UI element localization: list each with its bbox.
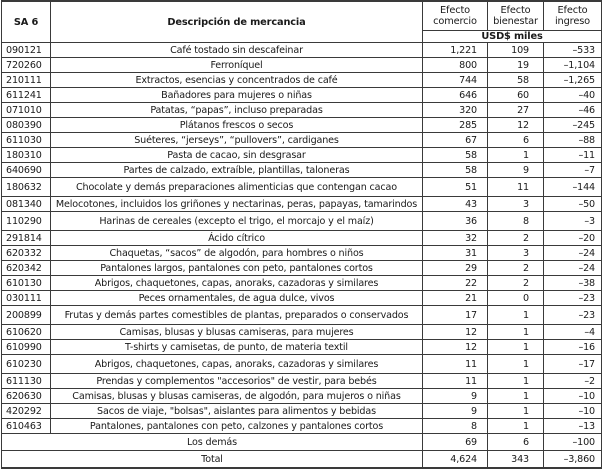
table-row xyxy=(2,212,602,231)
welfare-effect-cell: 2 xyxy=(488,261,544,276)
description-cell: Pantalones, pantalones con peto, calzones y pantalones cortos xyxy=(51,419,423,434)
welfare-effect-cell: 3 xyxy=(488,197,544,212)
table-row xyxy=(2,404,602,419)
welfare-effect-cell: 11 xyxy=(488,178,544,197)
welfare-effect-cell: 12 xyxy=(488,118,544,133)
description-cell: Chocolate y demás preparaciones alimenticias que contengan cacao xyxy=(51,178,423,197)
table-row xyxy=(2,58,602,73)
description-cell: Camisas, blusas y blusas camiseras, para mujeres xyxy=(51,325,423,340)
total-label: Total xyxy=(2,451,423,469)
description-cell: Sacos de viaje, "bolsas", aislantes para alimentos y bebidas xyxy=(51,404,423,419)
income-effect-cell: –245 xyxy=(544,118,602,133)
welfare-effect-cell: 6 xyxy=(488,133,544,148)
description-cell: Prendas y complementos "accesorios" de vestir, para bebés xyxy=(51,374,423,389)
trade-effect-cell: 744 xyxy=(423,73,488,88)
income-effect-cell: –11 xyxy=(544,148,602,163)
trade-effect-cell: 646 xyxy=(423,88,488,103)
table-row xyxy=(2,118,602,133)
welfare-effect-cell: 1 xyxy=(488,355,544,374)
welfare-effect-cell: 1 xyxy=(488,404,544,419)
description-cell: T-shirts y camisetas, de punto, de materia textil xyxy=(51,340,423,355)
hs-code-cell: 030111 xyxy=(2,291,51,306)
description-cell: Ferroníquel xyxy=(51,58,423,73)
others-row xyxy=(2,434,602,451)
description-cell: Camisas, blusas y blusas camiseras, de algodón, para mujeros o niñas xyxy=(51,389,423,404)
hs-code-cell: 610990 xyxy=(2,340,51,355)
trade-effect-cell: 67 xyxy=(423,133,488,148)
income-effect-cell: –144 xyxy=(544,178,602,197)
table-row xyxy=(2,340,602,355)
welfare-effect-cell: 58 xyxy=(488,73,544,88)
description-cell: Peces ornamentales, de agua dulce, vivos xyxy=(51,291,423,306)
table-row xyxy=(2,389,602,404)
welfare-effect-cell: 1 xyxy=(488,419,544,434)
table-row xyxy=(2,103,602,118)
description-cell: Pasta de cacao, sin desgrasar xyxy=(51,148,423,163)
welfare-effect-cell: 19 xyxy=(488,58,544,73)
table-row xyxy=(2,43,602,58)
trade-effect-cell: 9 xyxy=(423,389,488,404)
income-effect-cell: –13 xyxy=(544,419,602,434)
trade-effect-cell: 1,221 xyxy=(423,43,488,58)
hs-code-cell: 080390 xyxy=(2,118,51,133)
header-description: Descripción de mercancia xyxy=(51,1,423,43)
trade-effect-cell: 11 xyxy=(423,374,488,389)
trade-effect-cell: 800 xyxy=(423,58,488,73)
trade-effect-cell: 22 xyxy=(423,276,488,291)
trade-effect-cell: 12 xyxy=(423,325,488,340)
welfare-effect-cell: 8 xyxy=(488,212,544,231)
hs-code-cell: 110290 xyxy=(2,212,51,231)
others-welfare: 6 xyxy=(488,434,544,451)
trade-effect-cell: 11 xyxy=(423,355,488,374)
income-effect-cell: –23 xyxy=(544,306,602,325)
income-effect-cell: –88 xyxy=(544,133,602,148)
table-row xyxy=(2,197,602,212)
trade-effect-cell: 17 xyxy=(423,306,488,325)
description-cell: Partes de calzado, extraíble, plantillas, taloneras xyxy=(51,163,423,178)
income-effect-cell: –1,104 xyxy=(544,58,602,73)
total-trade: 4,624 xyxy=(423,451,488,469)
description-cell: Abrigos, chaquetones, capas, anoraks, cazadoras y similares xyxy=(51,276,423,291)
income-effect-cell: –20 xyxy=(544,231,602,246)
income-effect-cell: –4 xyxy=(544,325,602,340)
description-cell: Suéteres, “jerseys”, “pullovers”, cardiganes xyxy=(51,133,423,148)
description-cell: Melocotones, incluidos los griñones y nectarinas, peras, papayas, tamarindos xyxy=(51,197,423,212)
welfare-effect-cell: 9 xyxy=(488,163,544,178)
header-trade-effect: Efecto comercio xyxy=(423,1,488,31)
description-cell: Ácido cítrico xyxy=(51,231,423,246)
hs-code-cell: 720260 xyxy=(2,58,51,73)
table-row xyxy=(2,419,602,434)
welfare-effect-cell: 1 xyxy=(488,340,544,355)
table-row xyxy=(2,246,602,261)
others-label: Los demás xyxy=(2,434,423,451)
total-row xyxy=(2,451,602,469)
header-unit: USD$ miles xyxy=(423,31,602,43)
income-effect-cell: –10 xyxy=(544,404,602,419)
income-effect-cell: –1,265 xyxy=(544,73,602,88)
table-row xyxy=(2,148,602,163)
income-effect-cell: –2 xyxy=(544,374,602,389)
total-income: –3,860 xyxy=(544,451,602,469)
trade-effect-cell: 21 xyxy=(423,291,488,306)
others-income: –100 xyxy=(544,434,602,451)
trade-effects-table xyxy=(1,0,602,469)
welfare-effect-cell: 1 xyxy=(488,374,544,389)
header-income-effect: Efecto ingreso xyxy=(544,1,602,31)
trade-effect-cell: 58 xyxy=(423,148,488,163)
income-effect-cell: –38 xyxy=(544,276,602,291)
hs-code-cell: 420292 xyxy=(2,404,51,419)
welfare-effect-cell: 2 xyxy=(488,276,544,291)
welfare-effect-cell: 0 xyxy=(488,291,544,306)
description-cell: Patatas, “papas”, incluso preparadas xyxy=(51,103,423,118)
income-effect-cell: –24 xyxy=(544,246,602,261)
trade-effect-cell: 320 xyxy=(423,103,488,118)
description-cell: Pantalones largos, pantalones con peto, pantalones cortos xyxy=(51,261,423,276)
hs-code-cell: 610463 xyxy=(2,419,51,434)
welfare-effect-cell: 1 xyxy=(488,148,544,163)
income-effect-cell: –46 xyxy=(544,103,602,118)
table-row xyxy=(2,306,602,325)
welfare-effect-cell: 109 xyxy=(488,43,544,58)
hs-code-cell: 210111 xyxy=(2,73,51,88)
hs-code-cell: 081340 xyxy=(2,197,51,212)
hs-code-cell: 620342 xyxy=(2,261,51,276)
welfare-effect-cell: 60 xyxy=(488,88,544,103)
table-body xyxy=(2,43,602,434)
table-row xyxy=(2,276,602,291)
welfare-effect-cell: 3 xyxy=(488,246,544,261)
description-cell: Abrigos, chaquetones, capas, anoraks, cazadoras y similares xyxy=(51,355,423,374)
trade-effect-cell: 285 xyxy=(423,118,488,133)
hs-code-cell: 620332 xyxy=(2,246,51,261)
welfare-effect-cell: 1 xyxy=(488,325,544,340)
table-row xyxy=(2,163,602,178)
welfare-effect-cell: 27 xyxy=(488,103,544,118)
income-effect-cell: –50 xyxy=(544,197,602,212)
trade-effect-cell: 9 xyxy=(423,404,488,419)
income-effect-cell: –7 xyxy=(544,163,602,178)
hs-code-cell: 180310 xyxy=(2,148,51,163)
description-cell: Chaquetas, “sacos” de algodón, para hombres o niños xyxy=(51,246,423,261)
hs-code-cell: 611241 xyxy=(2,88,51,103)
header-code: SA 6 xyxy=(2,1,51,43)
hs-code-cell: 611030 xyxy=(2,133,51,148)
trade-effect-cell: 58 xyxy=(423,163,488,178)
welfare-effect-cell: 2 xyxy=(488,231,544,246)
table-row xyxy=(2,261,602,276)
table-row xyxy=(2,374,602,389)
table-row xyxy=(2,325,602,340)
income-effect-cell: –40 xyxy=(544,88,602,103)
others-trade: 69 xyxy=(423,434,488,451)
hs-code-cell: 640690 xyxy=(2,163,51,178)
income-effect-cell: –23 xyxy=(544,291,602,306)
income-effect-cell: –17 xyxy=(544,355,602,374)
hs-code-cell: 611130 xyxy=(2,374,51,389)
total-welfare: 343 xyxy=(488,451,544,469)
table-row xyxy=(2,231,602,246)
description-cell: Plátanos frescos o secos xyxy=(51,118,423,133)
income-effect-cell: –533 xyxy=(544,43,602,58)
hs-code-cell: 090121 xyxy=(2,43,51,58)
table-row xyxy=(2,73,602,88)
description-cell: Bañadores para mujeres o niñas xyxy=(51,88,423,103)
header-welfare-effect: Efecto bienestar xyxy=(488,1,544,31)
trade-effect-cell: 8 xyxy=(423,419,488,434)
hs-code-cell: 610130 xyxy=(2,276,51,291)
trade-effect-cell: 29 xyxy=(423,261,488,276)
table-row xyxy=(2,178,602,197)
description-cell: Frutas y demás partes comestibles de plantas, preparados o conservados xyxy=(51,306,423,325)
welfare-effect-cell: 1 xyxy=(488,389,544,404)
income-effect-cell: –3 xyxy=(544,212,602,231)
hs-code-cell: 200899 xyxy=(2,306,51,325)
trade-effect-cell: 51 xyxy=(423,178,488,197)
hs-code-cell: 620630 xyxy=(2,389,51,404)
trade-effect-cell: 12 xyxy=(423,340,488,355)
hs-code-cell: 071010 xyxy=(2,103,51,118)
hs-code-cell: 180632 xyxy=(2,178,51,197)
income-effect-cell: –10 xyxy=(544,389,602,404)
table-row xyxy=(2,88,602,103)
description-cell: Harinas de cereales (excepto el trigo, el morcajo y el maíz) xyxy=(51,212,423,231)
table-row xyxy=(2,291,602,306)
income-effect-cell: –16 xyxy=(544,340,602,355)
welfare-effect-cell: 1 xyxy=(488,306,544,325)
hs-code-cell: 291814 xyxy=(2,231,51,246)
table-row xyxy=(2,355,602,374)
hs-code-cell: 610230 xyxy=(2,355,51,374)
trade-effect-cell: 36 xyxy=(423,212,488,231)
hs-code-cell: 610620 xyxy=(2,325,51,340)
table-row xyxy=(2,133,602,148)
trade-effect-cell: 31 xyxy=(423,246,488,261)
description-cell: Extractos, esencias y concentrados de café xyxy=(51,73,423,88)
description-cell: Café tostado sin descafeinar xyxy=(51,43,423,58)
income-effect-cell: –24 xyxy=(544,261,602,276)
trade-effect-cell: 32 xyxy=(423,231,488,246)
trade-effect-cell: 43 xyxy=(423,197,488,212)
